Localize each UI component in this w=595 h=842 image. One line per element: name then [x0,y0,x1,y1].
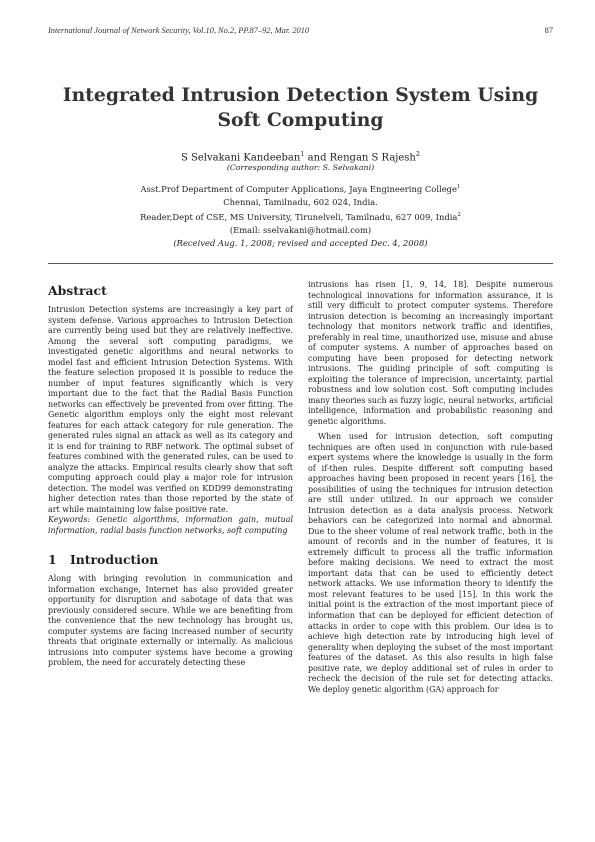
author-list [48,148,553,164]
author-1-mark: 1 [300,150,305,158]
right-column [308,280,553,695]
paper-title [48,83,553,133]
author-1: S Selvakani Kandeeban [180,152,301,164]
header-divider [48,263,553,264]
journal-citation: International Journal of Network Security, Vol.10, No.2, PP.87–92, Mar. 2010 [48,26,310,35]
keywords-list: Genetic algorithms, information gain, mutual information, radial basis function networks, soft computing [48,515,293,535]
left-column [48,283,293,669]
corresponding-author: (Corresponding author: S. Selvakani) [226,163,375,172]
affiliations [48,181,553,250]
affiliation-1-address: Chennai, Tamilnadu, 602 024, India. [223,196,378,207]
intro-paragraph-2: When used for intrusion detection, soft computing techniques are often used in conjunction with rule-based expert systems where the knowledge is usually in the form of if-then rules. Despite different soft computing based approaches having been proposed in recent years [16], the possibilities of using the techniques for intrusion detection are still under utilized. In our approach we consider Intrusion detection as a data analysis process. Network behaviors can be categorized into normal and abnormal. Due to the sheer volume of real network traffic, both in the amount of records and in the number of features, it is extremely difficult to process all the traffic information before making decisions. We need to extract the most important data that can be used to efficiently detect network attacks. We use information theory to identify the most relevant features to be used [15]. In this work the initial point is the extraction of the most important piece of information that can be deployed for efficient detection of attacks in order to cope with this problem. Our idea is to achieve high detection rate by introducing high level of generality when deploying the subset of the most important features of the dataset. As this also results in high false positive rate, we deploy additional set of rules in order to recheck the decision of the rule set for detecting attacks. We deploy genetic algorithm (GA) approach for [308,432,553,694]
title-line-2: Soft Computing [217,109,384,131]
running-header [48,26,553,38]
received-dates: (Received Aug. 1, 2008; revised and accepted Dec. 4, 2008) [173,237,428,248]
introduction-heading [48,552,293,568]
keywords-label: Keywords: [48,515,91,525]
title-line-1: Integrated Intrusion Detection System Using [62,84,539,106]
abstract-text: Intrusion Detection systems are increasingly a key part of system defense. Various approaches to Intrusion Detection are currently being used but they are relatively ineffective. Among the several soft computing paradigms, we investigated genetic algorithms and neural networks to model fast and efficient Intrusion Detection Systems. With the feature selection proposed it is possible to reduce the number of input features significantly which is very important due to the fact that the Radial Basis Function networks can effectively be prevented from over fitting. The Genetic algorithm employs only the eight most relevant features for each attack category for rule generation. The generated rules signal an attack as well as its category and it is end for training to RBF network. The optimal subset of features combined with the generated rules, can be used to analyze the attacks. Empirical results clearly show that soft computing approach could play a major role for intrusion detection. The model was verified on KDD99 demonstrating higher detection rates than those reported by the state of art while maintaining low false positive rate. [48,305,293,514]
contact-email: (Email: sselvakani@hotmail.com) [229,224,372,235]
section-title: Introduction [70,552,159,568]
affiliation-1: Asst.Prof Department of Computer Applications, Jaya Engineering College$^1$ [140,183,461,194]
affiliation-2: Reader,Dept of CSE, MS University, Tirunelveli, Tamilnadu, 627 009, India$^2$ [140,211,461,222]
abstract-heading: Abstract [48,283,107,298]
intro-paragraph-1-continued: intrusions has risen [1, 9, 14, 18]. Despite numerous technological innovations for information assurance, it is still very difficult to protect computer systems. Therefore intrusion detection is becoming an increasingly important technology that monitors network traffic and identifies, preferably in real time, unauthorized use, misuse and abuse of computer systems. A number of approaches based on computing have been proposed for detecting network intrusions. The guiding principle of soft computing is exploiting the tolerance of imprecision, uncertainty, partial robustness and low solution cost. Soft computing includes many theories such as fuzzy logic, neural networks, artificial intelligence, information and probabilistic reasoning and genetic algorithms. [308,280,553,426]
intro-paragraph-1-start: Along with bringing revolution in communication and information exchange, Internet has also provided greater opportunity for disruption and sabotage of data that was previously considered secure. While we are benefiting from the convenience that the new technology has brought us, computer systems are facing increased number of security threats that originate externally or internally. As malicious intrusions into computer systems have become a growing problem, the need for accurately detecting these [48,574,293,668]
author-2-mark: 2 [415,150,421,158]
page-number: 87 [544,26,553,35]
section-number: 1 [48,552,57,568]
author-connector: and [304,152,330,164]
author-2: Rengan S Rajesh [329,152,416,164]
keywords [48,515,293,536]
